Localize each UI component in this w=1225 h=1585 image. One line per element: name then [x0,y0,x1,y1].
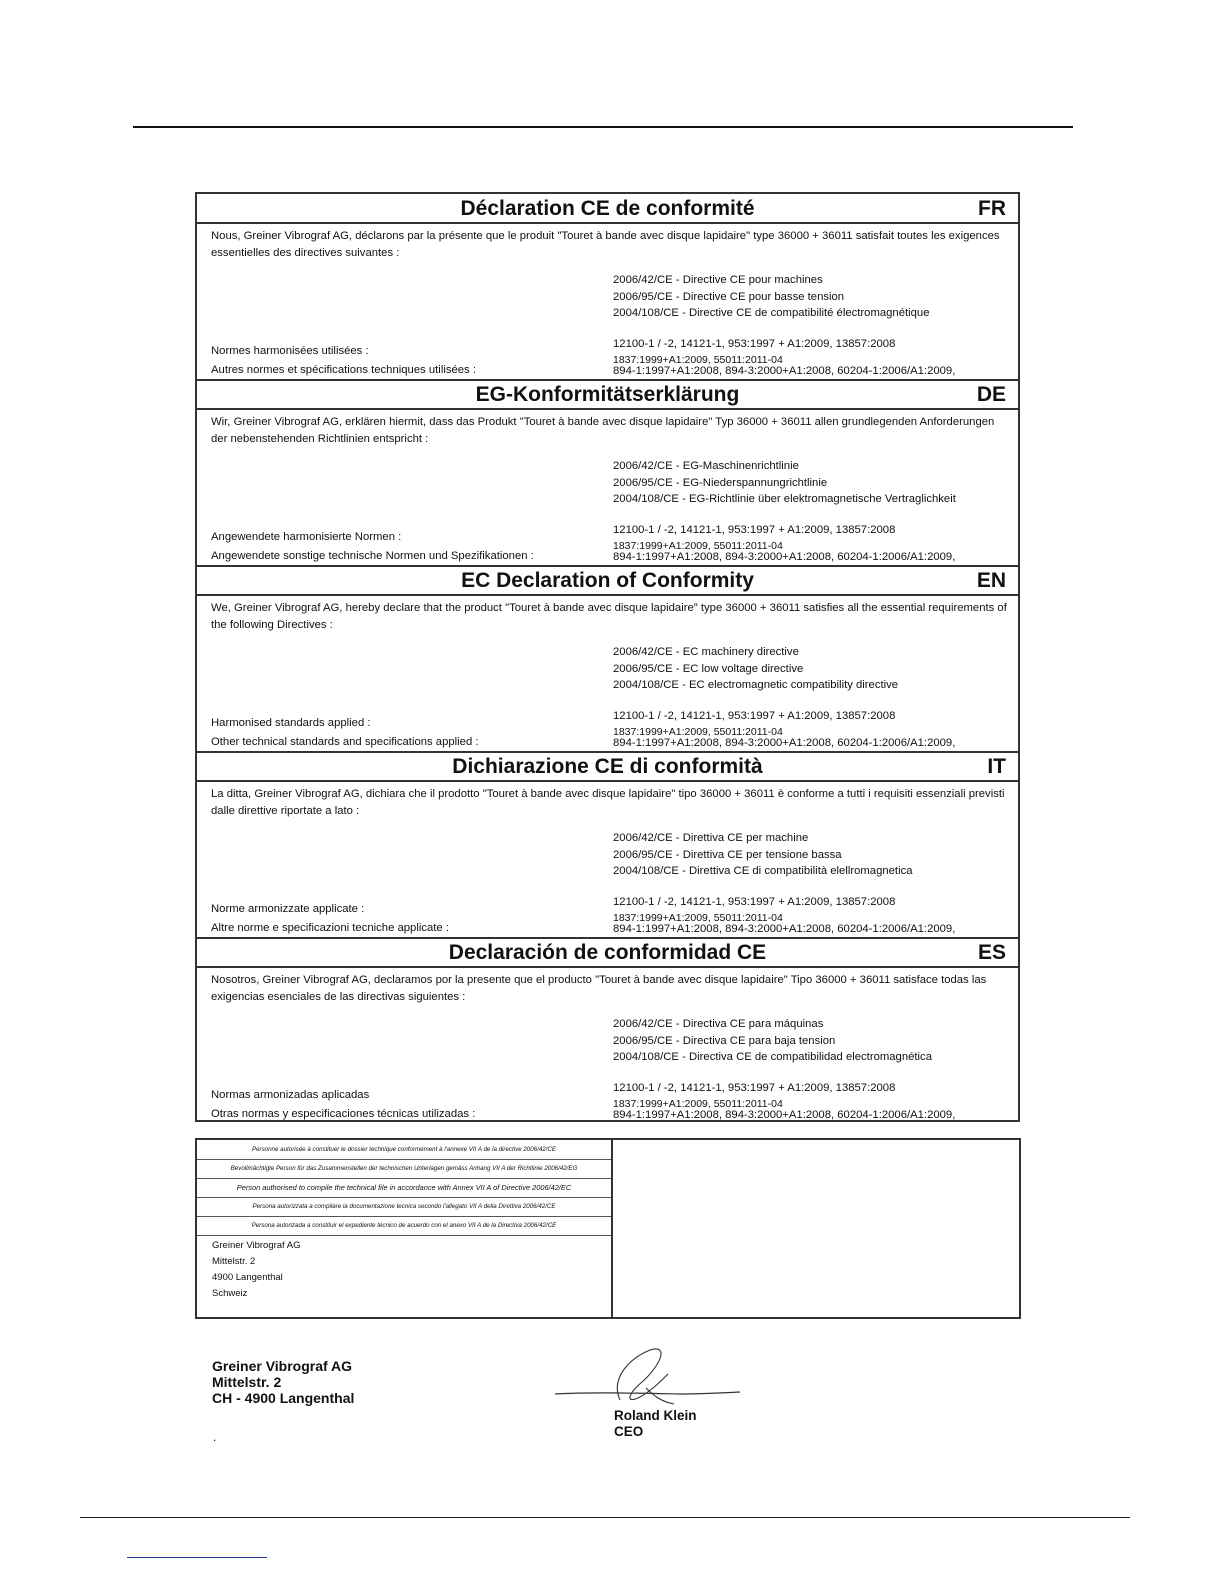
harmonised-standards: 12100-1 / -2, 14121-1, 953:1997 + A1:2009, 13857:2008 [613,896,896,908]
harmonised-label: Angewendete harmonisierte Normen : [211,531,402,543]
harmonised-standards-2: 1837:1999+A1:2009, 55011:2011-04 [613,912,783,924]
section-header [197,380,1018,410]
declaration-section-it [197,752,1018,938]
language-code: EN [976,569,1006,592]
harmonised-standards-2: 1837:1999+A1:2009, 55011:2011-04 [613,726,783,738]
directive-item: 2004/108/CE - EC electromagnetic compatibility directive [613,679,899,691]
section-header [197,752,1018,782]
harmonised-label: Normas armonizadas aplicadas [211,1089,370,1101]
directive-item: 2006/42/CE - EC machinery directive [613,646,799,658]
declaration-box [195,192,1020,1122]
directive-item: 2004/108/CE - EG-Richtlinie über elektromagnetische Vertraglichkeit [613,493,956,505]
directive-list [613,644,898,694]
section-intro: We, Greiner Vibrograf AG, hereby declare that the product "Touret à bande avec disque lapidaire" type 36000 + 36011 satisfies all the essential requirements of the following Directives : [211,602,1007,631]
directive-item: 2004/108/CE - Directiva CE de compatibilidad electromagnética [613,1051,932,1063]
other-standards-label: Other technical standards and specifications applied : [211,736,479,748]
directive-item: 2004/108/CE - Direttiva CE di compatibilità elellromagnetica [613,865,913,877]
declaration-section-en [197,566,1018,752]
section-header [197,566,1018,596]
top-rule [133,126,1073,128]
authorised-line-it: Persona autorizzata a compilare la documentazione tecnica secondo l'allegato VII A della Direttiva 2006/42/CE [197,1197,611,1217]
section-intro: Nous, Greiner Vibrograf AG, déclarons par la présente que le produit "Touret à bande avec disque lapidaire" type 36000 + 36011 satisfait toutes les exigences essentielles des directives suivantes : [211,230,1000,259]
directive-item: 2006/95/CE - Direttiva CE per tensione bassa [613,848,842,861]
section-header [197,938,1018,968]
address-line: Mittelstr. 2 [212,1256,256,1267]
bottom-rule [80,1517,1130,1518]
authorised-line-de: Bevollmächtigte Person für das Zusammenstellen der technischen Unterlagen gemäss Anhang VII A der Richtlinie 2006/42/EG [197,1159,611,1179]
address-line: 4900 Langenthal [212,1272,283,1283]
section-title: Déclaration CE de conformité [460,197,755,220]
directive-item: 2006/42/CE - Direttiva CE per machine [613,832,809,844]
language-code: ES [977,941,1006,964]
other-standards-label: Angewendete sonstige technische Normen und Spezifikationen : [211,550,534,562]
authorised-address [212,1238,301,1302]
directive-item: 2006/95/CE - EC low voltage directive [613,662,804,675]
harmonised-standards: 12100-1 / -2, 14121-1, 953:1997 + A1:2009, 13857:2008 [613,338,896,350]
signatory [614,1408,697,1440]
directive-list [613,1016,932,1066]
declaration-section-es [197,938,1018,1124]
section-header [197,194,1018,224]
other-standards: 894-1:1997+A1:2008, 894-3:2000+A1:2008, 60204-1:2006/A1:2009, [613,923,956,935]
other-standards-label: Otras normas y especificaciones técnicas utilizadas : [211,1108,476,1120]
other-standards: 894-1:1997+A1:2008, 894-3:2000+A1:2008, 60204-1:2006/A1:2009, [613,1109,956,1121]
section-intro: Nosotros, Greiner Vibrograf AG, declaramos por la presente que el producto "Touret à bande avec disque lapidaire" Tipo 36000 + 36011 satisface todas las exigencias esenciales de las directivas siguientes : [211,974,987,1003]
stray-dot: . [213,1430,217,1444]
signature-image [550,1338,750,1408]
directive-item: 2006/42/CE - Directiva CE para máquinas [613,1018,824,1030]
harmonised-standards-2: 1837:1999+A1:2009, 55011:2011-04 [613,540,783,552]
section-intro: Wir, Greiner Vibrograf AG, erklären hiermit, dass das Produkt "Touret à bande avec disque lapidaire" Typ 36000 + 36011 allen grundlegenden Anforderungen der nebenstehenden Richtlinien entspricht : [211,416,995,445]
signatory-name: Roland Klein [614,1408,697,1423]
other-standards: 894-1:1997+A1:2008, 894-3:2000+A1:2008, 60204-1:2006/A1:2009, [613,737,956,749]
directive-item: 2006/42/CE - Directive CE pour machines [613,274,823,286]
signatory-title: CEO [614,1424,644,1439]
directive-list [613,458,956,508]
directive-item: 2004/108/CE - Directive CE de compatibilité électromagnétique [613,307,930,319]
declaration-section-de [197,380,1018,566]
section-title: Dichiarazione CE di conformità [452,755,763,778]
language-code: FR [978,197,1006,220]
harmonised-standards: 12100-1 / -2, 14121-1, 953:1997 + A1:2009, 13857:2008 [613,524,896,536]
company-city: CH - 4900 Langenthal [212,1390,355,1406]
language-code: IT [987,755,1006,778]
harmonised-standards: 12100-1 / -2, 14121-1, 953:1997 + A1:2009, 13857:2008 [613,710,896,722]
other-standards-label: Altre norme e specificazioni tecniche applicate : [211,922,449,934]
company-street: Mittelstr. 2 [212,1374,282,1390]
declaration-section-fr [197,194,1018,380]
harmonised-label: Normes harmonisées utilisées : [211,345,369,357]
section-title: Declaración de conformidad CE [448,941,767,964]
section-title: EC Declaration of Conformity [461,569,754,592]
language-code: DE [976,383,1006,406]
address-line: Schweiz [212,1288,248,1299]
directive-item: 2006/95/CE - Directiva CE para baja tension [613,1034,836,1047]
directive-item: 2006/95/CE - Directive CE pour basse tension [613,290,845,303]
authorised-person-panel [197,1140,613,1317]
directive-item: 2006/95/CE - EG-Niederspannungrichtlinie [613,476,828,489]
address-line: Greiner Vibrograf AG [212,1240,301,1251]
harmonised-standards-2: 1837:1999+A1:2009, 55011:2011-04 [613,354,783,366]
authorised-line-fr: Personne autorisée à constituer le dossier technique conformément à l'annexe VII A de la directive 2006/42/CE [197,1140,611,1160]
directive-list [613,272,929,322]
authorised-line-es: Persona autorizada a constituir el expediente técnico de acuerdo con el anexo VII A de la Directiva 2006/42/CE [197,1216,611,1236]
other-standards: 894-1:1997+A1:2008, 894-3:2000+A1:2008, 60204-1:2006/A1:2009, [613,365,956,377]
other-standards-label: Autres normes et spécifications techniques utilisées : [211,364,476,376]
harmonised-label: Harmonised standards applied : [211,717,371,729]
harmonised-label: Norme armonizzate applicate : [211,903,365,915]
link-underline [127,1557,267,1558]
authorised-line-en: Person authorised to compile the technical file in accordance with Annex VII A of Directive 2006/42/EC [197,1178,611,1198]
section-title: EG-Konformitätserklärung [475,383,740,406]
harmonised-standards: 12100-1 / -2, 14121-1, 953:1997 + A1:2009, 13857:2008 [613,1082,896,1094]
directive-list [613,830,913,880]
directive-item: 2006/42/CE - EG-Maschinenrichtlinie [613,460,799,472]
authorised-person-box [195,1138,1021,1319]
company-name: Greiner Vibrograf AG [212,1358,353,1374]
section-intro: La ditta, Greiner Vibrograf AG, dichiara che il prodotto "Touret à bande avec disque lapidaire" tipo 36000 + 36011 è conforme a tutti i requisiti essenziali previsti dalle direttive riportate a lato : [211,788,1005,817]
company-address [212,1358,354,1406]
harmonised-standards-2: 1837:1999+A1:2009, 55011:2011-04 [613,1098,783,1110]
other-standards: 894-1:1997+A1:2008, 894-3:2000+A1:2008, 60204-1:2006/A1:2009, [613,551,956,563]
